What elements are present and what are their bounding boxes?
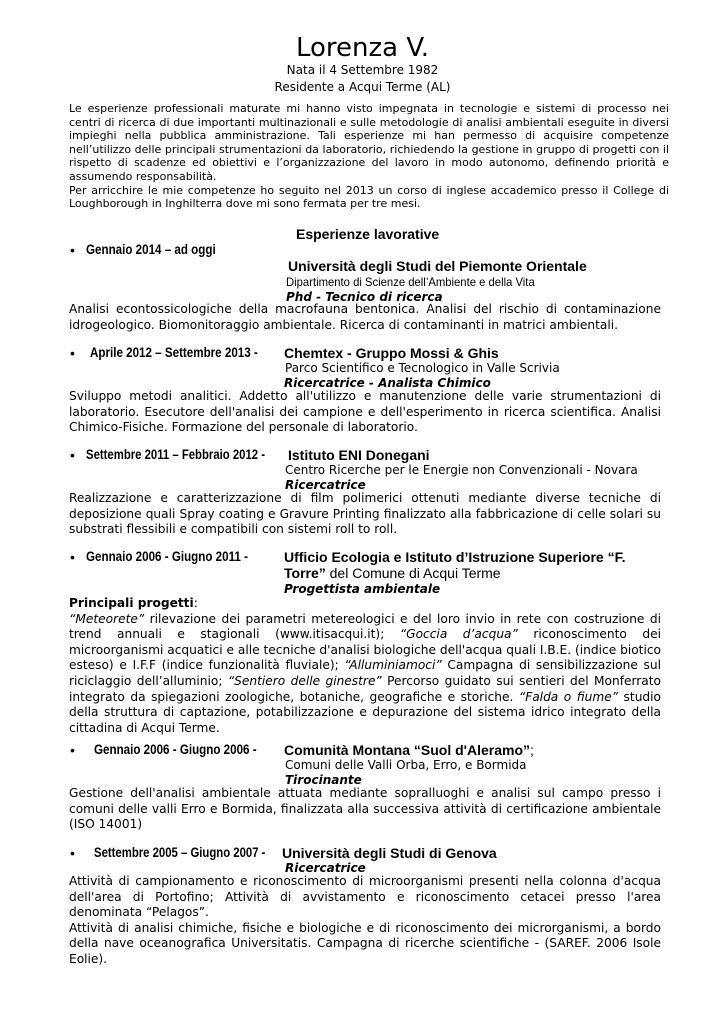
- project-meteorete: “Meteorete”: [69, 611, 145, 626]
- job-organization: Università degli Studi di Genova: [282, 845, 497, 861]
- residence-line: Residente a Acqui Terme (AL): [274, 80, 451, 94]
- intro-paragraph-2: Per arricchire le mie competenze ho seguito nel 2013 un corso di inglese accademico presso il College di Loughborough in Inghilterra dove mi sono fermata per tre mesi.: [69, 183, 669, 211]
- job-organization: Ufficio Ecologia e Istituto d’Istruzione Superiore “F.: [284, 549, 626, 565]
- job-organization: [284, 742, 534, 758]
- projects-label-colon: :: [193, 596, 198, 610]
- job-description: [69, 389, 661, 436]
- project-alluminiamoci: “Alluminiamoci”: [344, 658, 442, 673]
- bullet-icon: •: [70, 845, 75, 861]
- job-description-text: Realizzazione e caratterizzazione di film polimerici ottenuti mediante diverse tecniche di deposizione quali Spray coating e Gravure Printing finalizzato alla fabbricazione di celle solari su substrati flessibili e compatibili con sistemi roll to roll.: [69, 491, 661, 537]
- job-date: Gennaio 2014 – ad oggi: [86, 242, 216, 257]
- project-goccia: “Goccia d’acqua”: [399, 627, 518, 642]
- job-description: [69, 302, 661, 333]
- project-alluminiamoci-desc: Campagna di sensibilizzazione sul riciclaggio dell’alluminio;: [69, 658, 661, 688]
- job-date: Settembre 2011 – Febbraio 2012 -: [86, 447, 266, 462]
- job-location: Comuni delle Valli Orba, Erro, e Bormida: [285, 758, 527, 772]
- job-date: Settembre 2005 – Giugno 2007 -: [94, 845, 266, 860]
- job-organization-line2: [284, 565, 501, 581]
- project-sentiero-desc: Percorso guidato sui sentieri del Monferrato integrato da spiegazioni zoologiche, botaniche, geografiche e storiche.: [69, 673, 662, 704]
- job-department: Dipartimento di Scienze dell’Ambiente e della Vita: [286, 275, 535, 289]
- birth-line: Nata il 4 Settembre 1982: [286, 63, 439, 77]
- projects-text: [69, 612, 661, 737]
- job-description-text: Gestione dell'analisi ambientale attuata mediante sopralluoghi e analisi sul campo presso i comuni delle valli Erro e Bormida, finalizzata alla successiva attività di certificazione ambientale (ISO 14001): [69, 786, 661, 832]
- org-municipality: del Comune di Acqui Terme: [325, 565, 501, 581]
- job-organization: Istituto ENI Donegani: [288, 447, 430, 463]
- job-role: Tirocinante: [285, 773, 362, 787]
- org-name-end: Torre”: [284, 565, 326, 581]
- project-goccia-desc: riconoscimento dei microorganismi acquatici e alle tecniche d'analisi biologiche dell'acqua quali I.B.E. (indice biotico esteso) e I.F.F (indice funzionalità fluviale);: [69, 627, 661, 673]
- project-sentiero: “Sentiero delle ginestre”: [227, 673, 382, 688]
- job-description: [69, 874, 661, 968]
- job-date: Aprile 2012 – Settembre 2013 -: [90, 345, 258, 360]
- bullet-icon: •: [70, 242, 75, 258]
- job-description-text: Analisi econtossicologiche della macrofauna bentonica. Analisi del rischio di contaminazione idrogeologico. Biomonitoraggio ambientale. Ricerca di contaminanti in matrici ambientali.: [69, 302, 661, 332]
- bullet-icon: •: [70, 447, 75, 463]
- job-date: Gennaio 2006 - Giugno 2006 -: [94, 742, 257, 757]
- project-falda-desc: studio della struttura di captazione, potabilizzazione e depurazione del sistema idrico integrato della cittadina di Acqui Terme.: [69, 689, 661, 735]
- job-projects: [69, 596, 661, 736]
- job-description: [69, 491, 661, 538]
- bullet-icon: •: [70, 345, 75, 361]
- intro-paragraph-1: Le esperienze professionali maturate mi hanno visto impegnata in tecnologie e sistemi di processo nei centri di ricerca di due importanti multinazionali e sulle metodologie di analisi ambientali eseguite in diversi impieghi nella pubblica amministrazione. Tali esperienze mi han permesso di acquisire competenze nell’utilizzo delle principali strumentazioni da laboratorio, richiedendo la gestione in gruppo di progetti con il rispetto di scadenze ed obiettivi e l’organizzazione del lavoro in modo autonomo, definendo priorità e assumendo responsabilità.: [69, 102, 669, 183]
- job-description-text: Sviluppo metodi analitici. Addetto all'utilizzo e manutenzione delle varie strumentazioni di laboratorio. Esecutore dell'analisi dei campione e dell'esperimento in ricerca scientifica. Analisi Chimico-Fisiche. Formazione del personale di laboratorio.: [69, 389, 661, 435]
- job-description-text-2: Attività di analisi chimiche, fisiche e biologiche e di riconoscimento dei microrganismi, a bordo della nave oceanografica Universitatis. Campagna di ricerche scientifiche - (SAREF. 2006 Isole Eolie).: [69, 920, 661, 966]
- job-organization-suffix: ;: [530, 742, 534, 758]
- job-organization-name: Comunità Montana “Suol d'Aleramo”: [284, 742, 531, 758]
- intro-text: [69, 102, 669, 211]
- job-date: Gennaio 2006 - Giugno 2011 -: [86, 549, 248, 564]
- bullet-icon: •: [70, 549, 75, 565]
- job-description: [69, 786, 661, 833]
- projects-label-text: Principali progetti: [69, 596, 194, 610]
- job-role: Ricercatrice: [285, 861, 366, 875]
- bullet-icon: •: [70, 742, 75, 758]
- project-falda: “Falda o fiume”: [518, 689, 619, 704]
- job-description-text-1: Attività di campionamento e riconoscimento di microorganismi presenti nella colonna d'acqua dell'area di Portofino; Attività di avvistamento e riconoscimento cetacei presso l'area denominata “Pelagos”.: [69, 874, 661, 920]
- project-meteorete-desc: rilevazione dei parametri metereologici e del loro invio in rete con costruzione di trend annuali e stagionali (www.itisacqui.it);: [69, 611, 661, 642]
- job-organization: Università degli Studi del Piemonte Orientale: [288, 258, 587, 274]
- job-role: Phd - Tecnico di ricerca: [286, 290, 443, 304]
- person-name: Lorenza V.: [295, 33, 430, 63]
- job-role: Ricercatrice: [285, 478, 366, 492]
- job-role: Ricercatrice - Analista Chimico: [284, 376, 491, 390]
- job-role: Progettista ambientale: [284, 582, 441, 596]
- projects-label: [69, 596, 661, 612]
- job-organization: Chemtex - Gruppo Mossi & Ghis: [284, 345, 499, 361]
- section-title: Esperienze lavorative: [296, 226, 440, 242]
- job-location: Centro Ricerche per le Energie non Convenzionali - Novara: [285, 463, 638, 477]
- job-location: Parco Scientifico e Tecnologico in Valle Scrivia: [285, 361, 560, 375]
